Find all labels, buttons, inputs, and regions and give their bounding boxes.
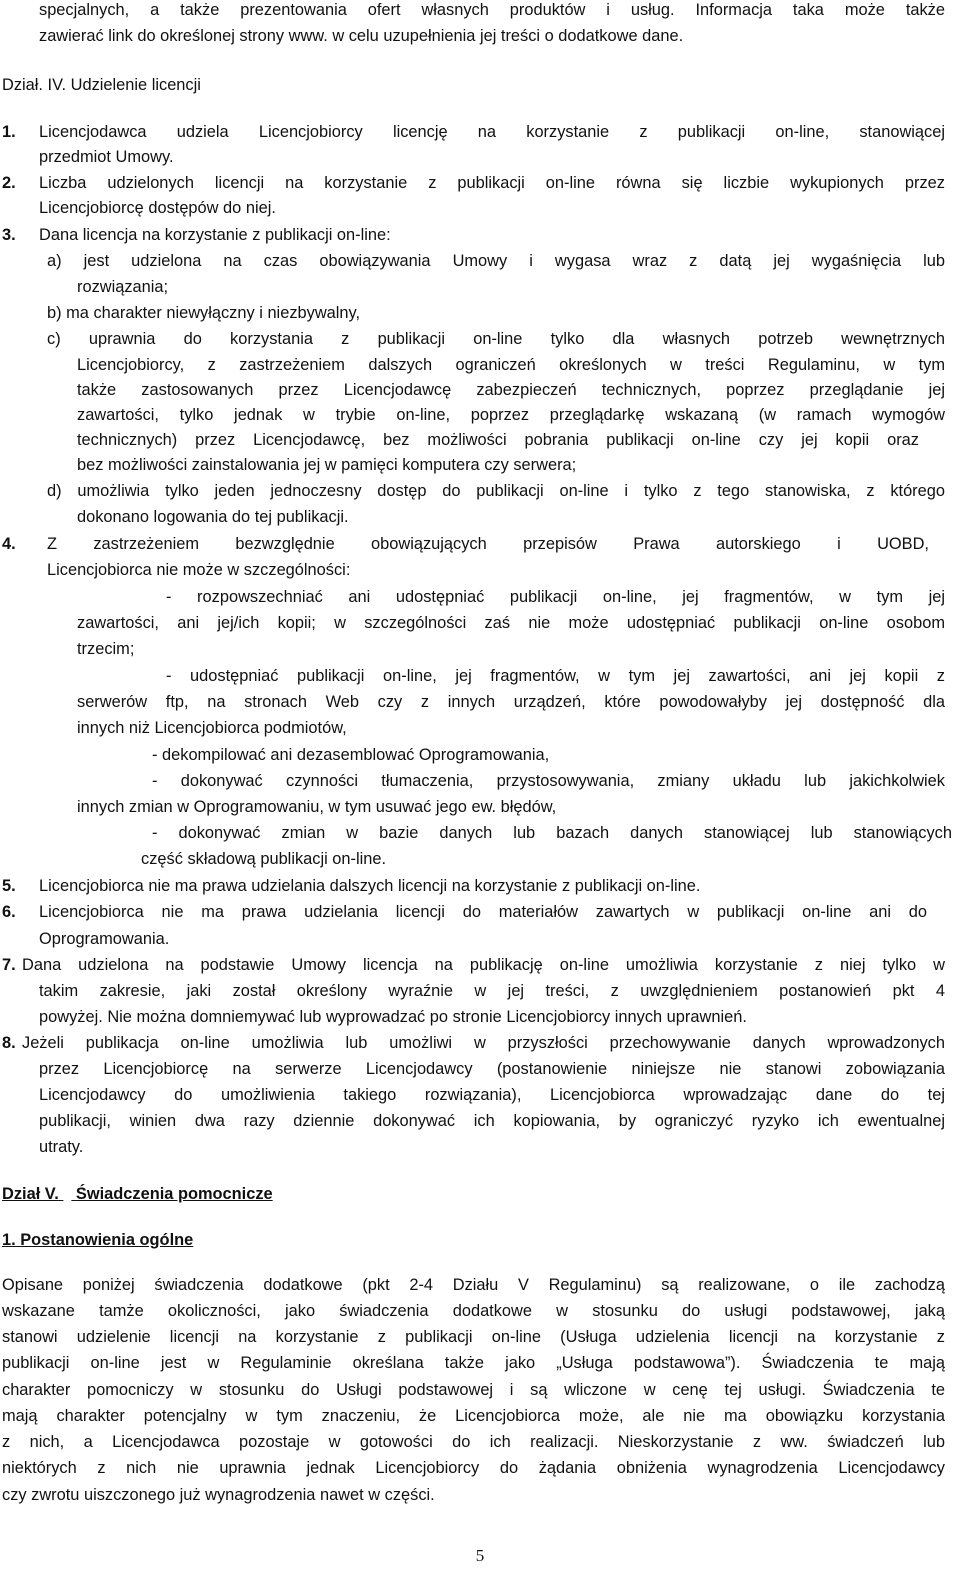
text-line: niektórych z nich nie uprawnia jednak Licencjobiorcy do żądania obniżenia wynagrodzenia Licencjodawcy [2,1459,945,1477]
point-number: 5. [2,877,16,895]
text-line: zawartości, ani jej/ich kopii; w szczególności zaś nie może udostępniać publikacji on-line osobom [77,614,945,632]
text-line: - udostępniać publikacji on-line, jej fragmentów, w tym jej zawartości, ani jej kopii z [166,667,945,685]
text-line: Liczba udzielonych licencji na korzystanie z publikacji on-line równa się liczbie wykupionych przez [39,174,945,192]
text-line: zawierać link do określonej strony www. w celu uzupełnienia jej treści o dodatkowe dane. [39,27,684,45]
text-line: Opisane poniżej świadczenia dodatkowe (pkt 2-4 Działu V Regulaminu) są realizowane, o ile zachodzą [2,1276,945,1294]
text-line: Licencjobiorca nie ma prawa udzielania dalszych licencji na korzystanie z publikacji on-line. [39,877,701,895]
text-line: takim zakresie, jaki został określony wyraźnie w jej treści, z uwzględnieniem postanowień pkt 4 [39,982,945,1000]
text-line: część składową publikacji on-line. [141,850,387,868]
text-line: stanowi udzielenie licencji na korzystanie z publikacji on-line (Usługa udzielenia licencji na korzystanie z [2,1328,945,1346]
text-line: specjalnych, a także prezentowania ofert własnych produktów i usług. Informacja taka może także [39,1,945,19]
point-number: 2. [2,174,16,192]
text-line: czy zwrotu uiszczonego już wynagrodzenia nawet w części. [2,1486,435,1504]
text-line: - dokonywać czynności tłumaczenia, przystosowywania, zmiany układu lub jakichkolwiek [152,772,945,790]
text-line: Jeżeli publikacja on-line umożliwia lub umożliwi w przyszłości przechowywanie danych wprowadzonych [22,1034,945,1052]
text-line: rozwiązania; [77,278,169,296]
text-line: b) ma charakter niewyłączny i niezbywalny, [47,304,361,322]
text-line: c) uprawnia do korzystania z publikacji on-line tylko dla własnych potrzeb wewnętrznych [47,330,945,348]
text-line: Licencjobiorcy, z zastrzeżeniem dalszych ograniczeń określonych w treści Regulaminu, w tym [77,356,945,374]
point-number: 4. [2,535,16,553]
page-number: 5 [475,1546,485,1565]
text-line: technicznych) przez Licencjodawcę, bez możliwości pobrania publikacji on-line czy jej kopii oraz [77,431,919,449]
text-line: Oprogramowania. [39,930,170,948]
text-line: Licencjodawcy do umożliwienia takiego rozwiązania), Licencjobiorca wprowadzając dane do tej [39,1086,945,1104]
subsection-heading: 1. Postanowienia ogólne [2,1231,194,1249]
text-line: utraty. [39,1138,84,1156]
point-number: 6. [2,903,16,921]
point-number: 3. [2,226,16,244]
section-heading-number: Dział V. [2,1185,59,1203]
text-line: zawartości, tylko jednak w trybie on-line, poprzez przeglądarkę wskazaną (w ramach wymogów [77,406,945,424]
point-number: 8. [2,1034,16,1052]
text-line: wskazane tamże okoliczności, jako świadczenia dodatkowe w stosunku do usługi podstawowej, jaką [2,1302,945,1320]
text-line: z nich, a Licencjodawca pozostaje w gotowości do ich realizacji. Nieskorzystanie z ww. świadczeń lub [2,1433,945,1451]
text-line: powyżej. Nie można domniemywać lub wyprowadzać po stronie Licencjobiorcy innych uprawnień. [39,1008,747,1026]
text-line: charakter pomocniczy w stosunku do Usługi podstawowej i są wliczone w cenę tej usługi. Świadczenia te [2,1381,945,1399]
text-line: publikacji on-line jest w Regulaminie określana także jako „Usługa podstawowa”). Świadczenia te mają [2,1354,945,1372]
text-line: d) umożliwia tylko jeden jednoczesny dostęp do publikacji on-line i tylko z tego stanowiska, z którego [47,482,945,500]
text-line: innych zmian w Oprogramowaniu, w tym usuwać jego ew. błędów, [77,798,557,816]
text-line: Licencjodawca udziela Licencjobiorcy licencję na korzystanie z publikacji on-line, stanowiącej [39,123,945,141]
text-line: publikacji, winien dwa razy dziennie dokonywać ich kopiowania, by ograniczyć ryzyko ich ewentualnej [39,1112,945,1130]
section-heading: Dział. IV. Udzielenie licencji [2,76,201,94]
text-line: mają charakter potencjalny w tym znaczeniu, że Licencjobiorca może, ale nie ma obowiązku korzystania [2,1407,945,1425]
text-line: serwerów ftp, na stronach Web czy z innych urządzeń, które powodowałyby jej dostępność dla [77,693,945,711]
text-line: Dana licencja na korzystanie z publikacji on-line: [39,226,391,244]
text-line: Licencjobiorcę dostępów do niej. [39,199,276,217]
text-line: Licencjobiorca nie ma prawa udzielania licencji do materiałów zawartych w publikacji on-line ani do [39,903,927,921]
text-line: przez Licencjobiorcę na serwerze Licencjodawcy (postanowienie niniejsze nie stanowi zobowiązania [39,1060,945,1078]
text-line: a) jest udzielona na czas obowiązywania Umowy i wygasa wraz z datą jej wygaśnięcia lub [47,252,945,270]
text-line: bez możliwości zainstalowania jej w pamięci komputera czy serwera; [77,456,577,474]
text-line: innych niż Licencjobiorca podmiotów, [77,719,347,737]
section-heading [2,1184,273,1204]
text-line: - dokonywać zmian w bazie danych lub bazach danych stanowiącej lub stanowiących [152,824,952,842]
section-heading-title: Świadczenia pomocnicze [75,1185,273,1203]
point-number: 1. [2,123,16,141]
text-line: trzecim; [77,640,135,658]
text-line: - dekompilować ani dezasemblować Oprogramowania, [152,746,550,764]
text-line: Dana udzielona na podstawie Umowy licencja na publikację on-line umożliwia korzystanie z niej tylko w [22,956,945,974]
text-line: Z zastrzeżeniem bezwzględnie obowiązujących przepisów Prawa autorskiego i UOBD, [47,535,929,553]
text-line: także zastosowanych przez Licencjodawcę zabezpieczeń technicznych, poprzez przeglądanie jej [77,381,945,399]
text-line: - rozpowszechniać ani udostępniać publikacji on-line, jej fragmentów, w tym jej [166,588,945,606]
text-line: dokonano logowania do tej publikacji. [77,508,349,526]
text-line: przedmiot Umowy. [39,148,174,166]
point-number: 7. [2,956,16,974]
text-line: Licencjobiorca nie może w szczególności: [47,561,351,579]
